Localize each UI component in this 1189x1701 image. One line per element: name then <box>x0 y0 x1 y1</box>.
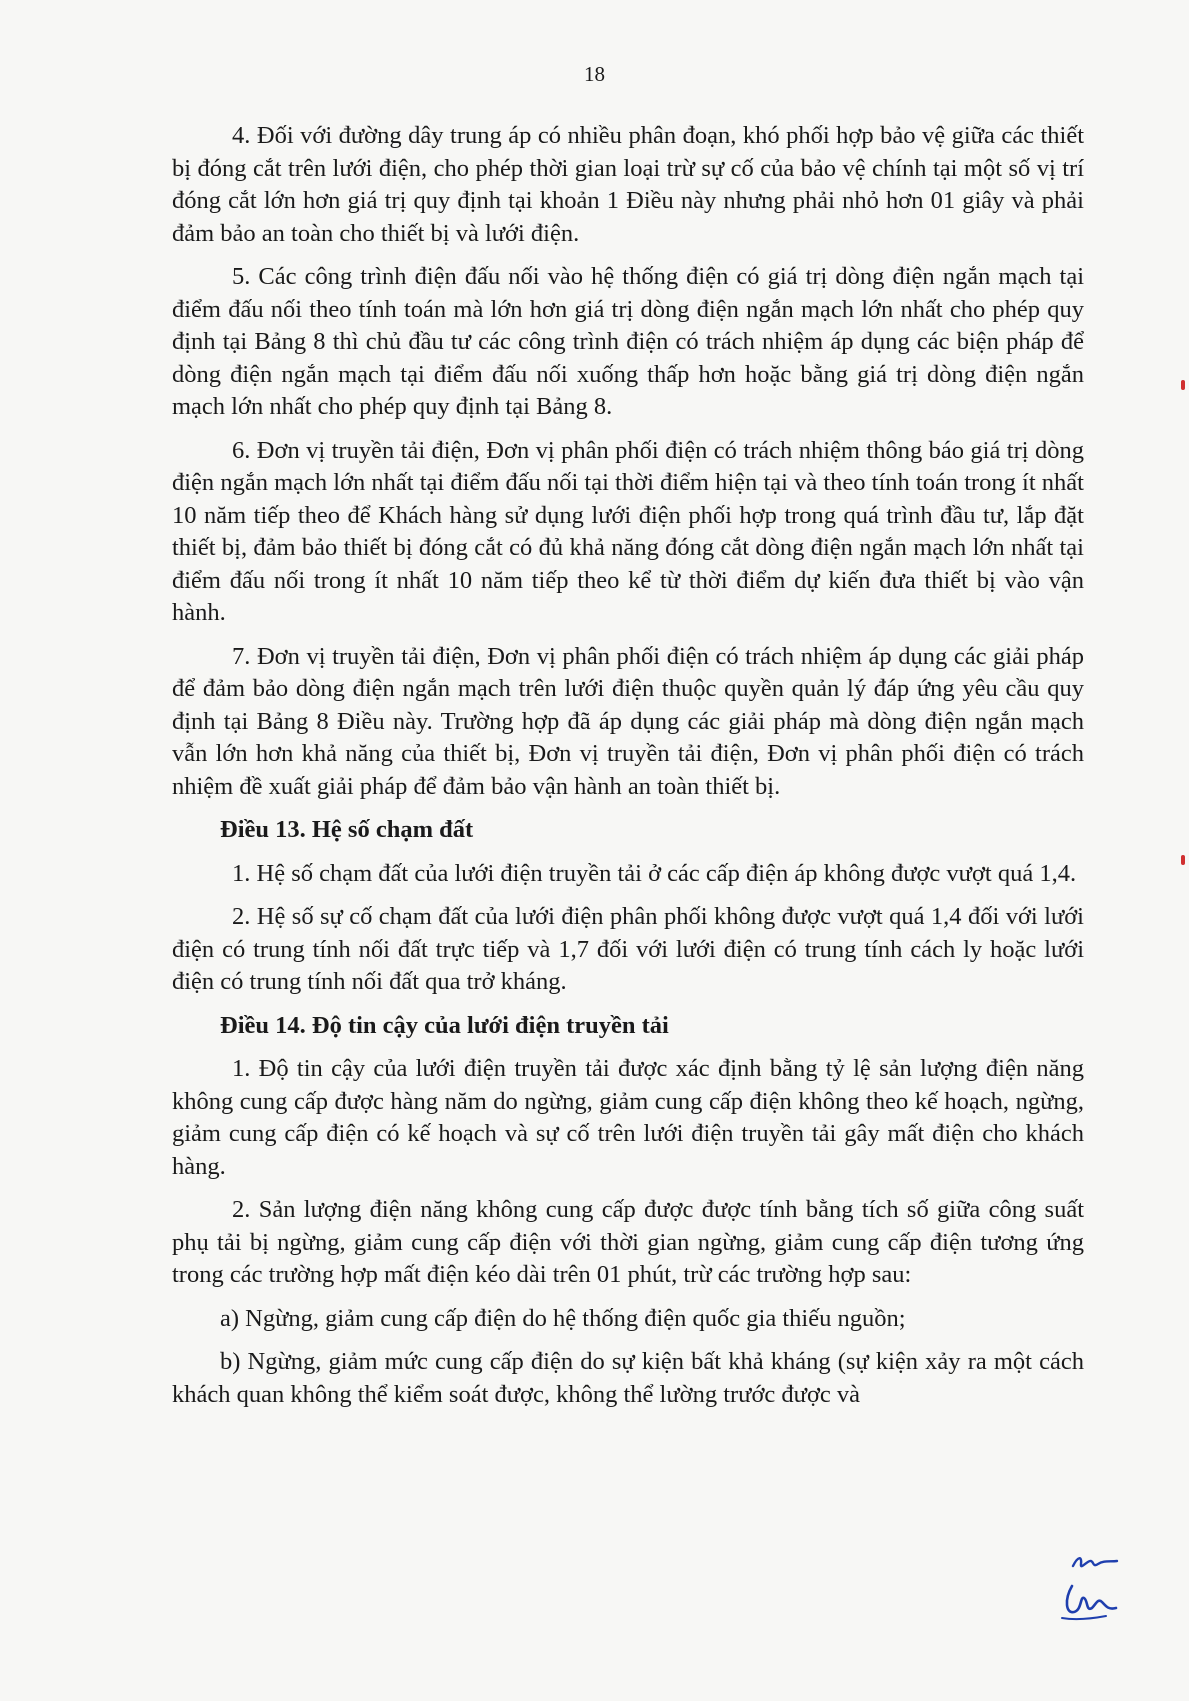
document-body <box>172 120 1084 1422</box>
article-13-paragraph-1: 1. Hệ số chạm đất của lưới điện truyền tải ở các cấp điện áp không được vượt quá 1,4. <box>232 859 1077 887</box>
article-13-heading: Điều 13. Hệ số chạm đất <box>220 816 474 843</box>
initial-signature-bottom <box>1060 1580 1120 1622</box>
article-14-item-b: b) Ngừng, giảm mức cung cấp điện do sự kiện bất khả kháng (sự kiện xảy ra một cách khách quan không thể kiểm soát được, không thể lường trước được và <box>172 1348 1084 1408</box>
article-14-paragraph-2: 2. Sản lượng điện năng không cung cấp được được tính bằng tích số giữa công suất phụ tải bị ngừng, giảm cung cấp điện với thời gian ngừng, giảm cung cấp điện tương ứng trong các trường hợp mất điện kéo dài trên 01 phút, trừ các trường hợp sau: <box>172 1196 1084 1288</box>
article-14-heading: Điều 14. Độ tin cậy của lưới điện truyền tải <box>220 1011 669 1039</box>
paragraph-6: 6. Đơn vị truyền tải điện, Đơn vị phân phối điện có trách nhiệm thông báo giá trị dòng điện ngắn mạch lớn nhất tại điểm đấu nối tại thời điểm hiện tại và theo tính toán trong ít nhất 10 năm tiếp theo để Khách hàng sử dụng lưới điện phối hợp trong quá trình đầu tư, lắp đặt thiết bị, đảm bảo thiết bị đóng cắt có đủ khả năng đóng cắt dòng điện ngắn mạch lớn nhất tại điểm đấu nối trong ít nhất 10 năm tiếp theo kể từ thời điểm dự kiến đưa thiết bị vào vận hành. <box>172 436 1084 626</box>
paragraph-4: 4. Đối với đường dây trung áp có nhiều phân đoạn, khó phối hợp bảo vệ giữa các thiết bị đóng cắt trên lưới điện, cho phép thời gian loại trừ sự cố của bảo vệ chính tại một số vị trí đóng cắt lớn hơn giá trị quy định tại khoản 1 Điều này nhưng phải nhỏ hơn 01 giây và phải đảm bảo an toàn cho thiết bị và lưới điện. <box>172 122 1084 247</box>
page-number: 18 <box>584 62 605 86</box>
paragraph-7: 7. Đơn vị truyền tải điện, Đơn vị phân phối điện có trách nhiệm áp dụng các giải pháp để đảm bảo dòng điện ngắn mạch trên lưới điện thuộc quyền quản lý đáp ứng yêu cầu quy định tại Bảng 8 Điều này. Trường hợp đã áp dụng các giải pháp mà dòng điện ngắn mạch vẫn lớn hơn khả năng của thiết bị, Đơn vị truyền tải điện, Đơn vị phân phối điện có trách nhiệm đề xuất giải pháp để đảm bảo vận hành an toàn thiết bị. <box>172 642 1084 800</box>
margin-mark <box>1181 380 1185 390</box>
article-14-paragraph-1: 1. Độ tin cậy của lưới điện truyền tải được xác định bằng tỷ lệ sản lượng điện năng không cung cấp được hàng năm do ngừng, giảm cung cấp điện không theo kế hoạch, ngừng, giảm cung cấp điện có kế hoạch và sự cố trên lưới điện truyền tải gây mất điện cho khách hàng. <box>172 1055 1084 1180</box>
article-14-item-a: a) Ngừng, giảm cung cấp điện do hệ thống điện quốc gia thiếu nguồn; <box>220 1304 906 1332</box>
margin-mark <box>1181 855 1185 865</box>
paragraph-5: 5. Các công trình điện đấu nối vào hệ thống điện có giá trị dòng điện ngắn mạch tại điểm đấu nối theo tính toán mà lớn hơn giá trị dòng điện ngắn mạch lớn nhất cho phép quy định tại Bảng 8 thì chủ đầu tư các công trình điện có trách nhiệm áp dụng các biện pháp để dòng điện ngắn mạch tại điểm đấu nối xuống thấp hơn hoặc bằng giá trị dòng điện ngắn mạch lớn nhất cho phép quy định tại Bảng 8. <box>172 263 1084 420</box>
initial-signature-top <box>1070 1552 1120 1574</box>
article-13-paragraph-2: 2. Hệ số sự cố chạm đất của lưới điện phân phối không được vượt quá 1,4 đối với lưới điện có trung tính nối đất trực tiếp và 1,7 đối với lưới điện có trung tính cách ly hoặc lưới điện có trung tính nối đất qua trở kháng. <box>172 903 1084 995</box>
